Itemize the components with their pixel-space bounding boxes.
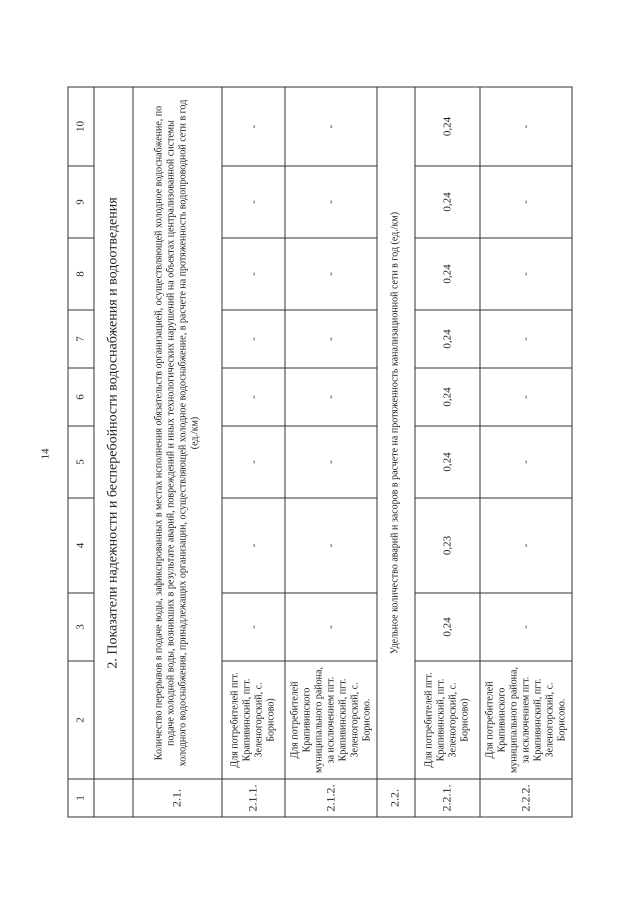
- table-row: [285, 87, 377, 817]
- consumer-cell: Для потребителей пгт. Крапивинский, пгт. Зеленогорский, с. Борисово): [415, 661, 480, 779]
- table-row: [415, 87, 480, 817]
- header-cell: 2: [68, 661, 94, 779]
- row-code: 2.1.2.: [285, 779, 377, 817]
- indicator-row: [377, 87, 415, 817]
- value-cell: 0,24: [415, 368, 480, 426]
- value-cell: -: [222, 498, 285, 593]
- consumer-cell: Для потребителей пгт. Крапивинский, пгт. Зеленогорский, с. Борисово): [222, 661, 285, 779]
- value-cell: -: [480, 426, 572, 498]
- value-cell: 0,24: [415, 238, 480, 310]
- indicator-description: Количество перерывов в подаче воды, зафиксированных в местах исполнения обязательств организацией, осуществляющей холодное водоснабжение, по подаче холодной воды, возникших в результате аварий, повреждений и иных технологических нарушений на объектах централизованной системы холодного водоснабжения, принадлежащих организации, осуществляющей холодное водоснабжение, в расчете на протяженность водопроводной сети в год (ед./км): [133, 87, 222, 779]
- value-cell: 0,24: [415, 593, 480, 661]
- value-cell: -: [222, 166, 285, 238]
- value-cell: -: [222, 310, 285, 368]
- section-row: [94, 87, 133, 817]
- header-cell: 8: [68, 238, 94, 310]
- value-cell: -: [285, 593, 377, 661]
- value-cell: 0,24: [415, 166, 480, 238]
- value-cell: 0,24: [415, 310, 480, 368]
- header-cell: 1: [68, 779, 94, 817]
- header-cell: 4: [68, 498, 94, 593]
- value-cell: -: [480, 310, 572, 368]
- table-row: [222, 87, 285, 817]
- value-cell: -: [285, 166, 377, 238]
- header-cell: 7: [68, 310, 94, 368]
- value-cell: -: [285, 87, 377, 166]
- row-code: 2.2.1.: [415, 779, 480, 817]
- header-cell: 5: [68, 426, 94, 498]
- header-row: [68, 87, 94, 817]
- value-cell: -: [285, 368, 377, 426]
- value-cell: 0,23: [415, 498, 480, 593]
- consumer-cell: Для потребителей Крапивинского муниципального района, за исключением пгт. Крапивинский, пгт. Зеленогорский, с. Борисово.: [480, 661, 572, 779]
- row-code: 2.1.: [133, 779, 222, 817]
- value-cell: -: [285, 238, 377, 310]
- value-cell: -: [285, 426, 377, 498]
- value-cell: -: [222, 368, 285, 426]
- value-cell: 0,24: [415, 87, 480, 166]
- indicator-row: [133, 87, 222, 817]
- row-code: 2.2.: [377, 779, 415, 817]
- consumer-cell: Для потребителей Крапивинского муниципального района, за исключением пгт. Крапивинский, пгт. Зеленогорский, с. Борисово.: [285, 661, 377, 779]
- value-cell: -: [285, 310, 377, 368]
- value-cell: -: [480, 368, 572, 426]
- value-cell: -: [480, 498, 572, 593]
- value-cell: -: [480, 238, 572, 310]
- value-cell: -: [480, 166, 572, 238]
- rotated-table-container: [68, 88, 573, 818]
- value-cell: -: [222, 238, 285, 310]
- value-cell: -: [222, 426, 285, 498]
- row-code: 2.2.2.: [480, 779, 572, 817]
- value-cell: -: [480, 593, 572, 661]
- value-cell: -: [285, 498, 377, 593]
- value-cell: -: [222, 593, 285, 661]
- table-row: [480, 87, 572, 817]
- header-cell: 6: [68, 368, 94, 426]
- header-cell: 3: [68, 593, 94, 661]
- section-title: 2. Показатели надежности и бесперебойности водоснабжения и водоотведения: [94, 87, 133, 779]
- value-cell: -: [480, 87, 572, 166]
- header-cell: 9: [68, 166, 94, 238]
- value-cell: 0,24: [415, 426, 480, 498]
- value-cell: -: [222, 87, 285, 166]
- indicators-table: [68, 87, 573, 818]
- page-number: 14: [39, 448, 52, 460]
- indicator-description: Удельное количество аварий и засоров в расчете на протяженность канализационной сети в год (ед./км): [377, 87, 415, 779]
- header-cell: 10: [68, 87, 94, 166]
- row-code: 2.1.1.: [222, 779, 285, 817]
